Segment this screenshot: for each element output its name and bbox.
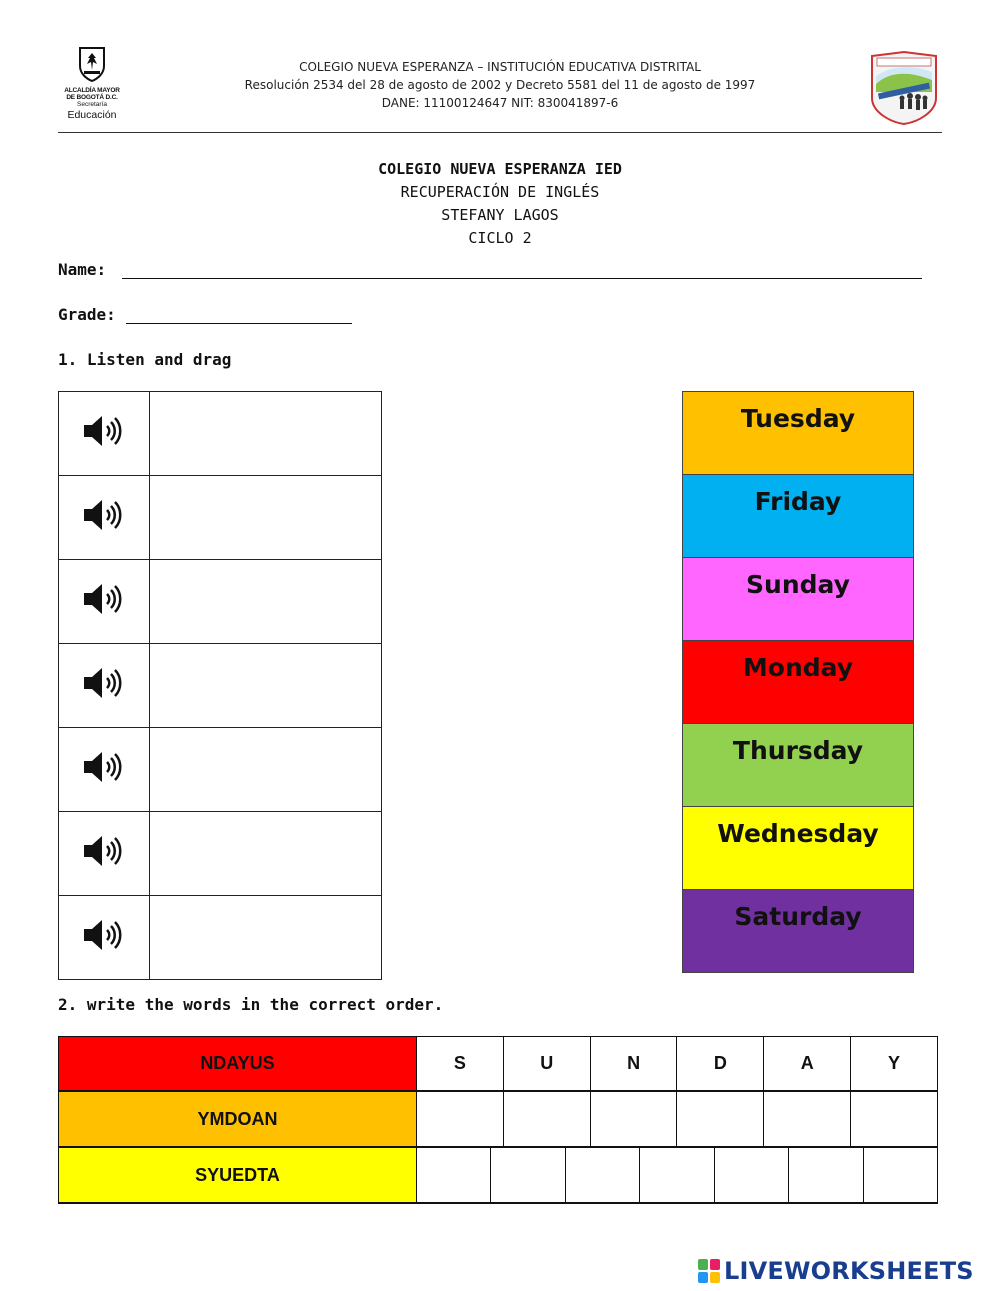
brand-icon-square [710,1259,720,1270]
header-divider [58,132,942,133]
speaker-icon [80,942,128,959]
day-card-saturday[interactable]: Saturday [682,889,914,973]
speaker-icon [80,690,128,707]
audio-row [59,392,382,476]
bogota-logo [56,46,128,126]
school-crest [868,50,940,126]
letter-box[interactable]: S [416,1037,503,1090]
brand-icon-square [698,1259,708,1270]
speaker-icon [80,606,128,623]
header-line3: DANE: 11100124647 NIT: 830041897-6 [381,96,619,110]
scrambled-word: NDAYUS [58,1037,416,1090]
drop-zone[interactable] [150,392,382,476]
brand-text: LIVEWORKSHEETS [724,1257,974,1285]
liveworksheets-icon [698,1259,720,1283]
letter-box[interactable]: D [676,1037,763,1090]
speaker-icon [80,438,128,455]
letter-box[interactable] [503,1092,590,1146]
order-row [58,1036,938,1092]
day-card-sunday[interactable]: Sunday [682,557,914,641]
school-crest-icon [868,50,940,126]
coat-of-arms-icon [77,46,107,82]
letter-box[interactable] [714,1148,788,1202]
header-line1: COLEGIO NUEVA ESPERANZA – INSTITUCIÓN EDUCATIVA DISTRITAL [299,60,701,74]
day-cards [682,391,914,973]
header-line2: Resolución 2534 del 28 de agosto de 2002 y Decreto 5581 del 11 de agosto de 1997 [244,78,756,92]
logo-left-line4: Educación [67,109,117,121]
letter-box[interactable] [416,1092,503,1146]
drop-zone[interactable] [150,644,382,728]
drop-zone[interactable] [150,728,382,812]
drop-zone[interactable] [150,560,382,644]
grade-label: Grade: [58,305,116,324]
letter-box[interactable] [676,1092,763,1146]
audio-row [59,896,382,980]
day-card-thursday[interactable]: Thursday [682,723,914,807]
letter-box[interactable] [639,1148,713,1202]
logo-left-line1: ALCALDÍA MAYOR [64,87,120,94]
speaker-button[interactable] [59,476,150,560]
speaker-icon [80,858,128,875]
word-order-table [58,1036,938,1204]
drop-zone[interactable] [150,812,382,896]
audio-row [59,728,382,812]
section2-title: 2. write the words in the correct order. [58,995,444,1014]
section1-title: 1. Listen and drag [58,350,232,369]
scrambled-word: YMDOAN [58,1092,416,1146]
school-header [200,58,800,112]
speaker-icon [80,522,128,539]
speaker-button[interactable] [59,896,150,980]
letter-box[interactable] [565,1148,639,1202]
letter-box[interactable] [763,1092,850,1146]
name-label: Name: [58,260,107,279]
worksheet-titles [250,158,750,250]
speaker-button[interactable] [59,728,150,812]
letter-box[interactable] [788,1148,862,1202]
order-row [58,1092,938,1148]
grade-field[interactable] [126,305,352,324]
logo-left-line3: Secretaría [77,101,107,108]
letter-box[interactable]: N [590,1037,677,1090]
title-cycle: CICLO 2 [468,229,532,247]
day-card-wednesday[interactable]: Wednesday [682,806,914,890]
audio-row [59,644,382,728]
audio-row [59,812,382,896]
speaker-button[interactable] [59,644,150,728]
brand-icon-square [698,1272,708,1283]
letter-box[interactable]: A [763,1037,850,1090]
letter-box[interactable]: U [503,1037,590,1090]
speaker-button[interactable] [59,560,150,644]
letter-box[interactable] [590,1092,677,1146]
day-card-monday[interactable]: Monday [682,640,914,724]
title-subject: RECUPERACIÓN DE INGLÉS [400,183,600,201]
letter-box[interactable] [490,1148,564,1202]
title-school: COLEGIO NUEVA ESPERANZA IED [378,160,622,178]
speaker-icon [80,774,128,791]
brand-icon-square [710,1272,720,1283]
order-row [58,1148,938,1204]
audio-row [59,560,382,644]
name-field[interactable] [122,260,922,279]
drop-zone[interactable] [150,476,382,560]
day-card-tuesday[interactable]: Tuesday [682,391,914,475]
audio-row [59,476,382,560]
speaker-button[interactable] [59,392,150,476]
day-card-friday[interactable]: Friday [682,474,914,558]
letter-box[interactable] [416,1148,490,1202]
listen-table [58,391,382,980]
title-teacher: STEFANY LAGOS [441,206,559,224]
letter-box[interactable] [863,1148,938,1202]
letter-box[interactable] [850,1092,938,1146]
drop-zone[interactable] [150,896,382,980]
speaker-button[interactable] [59,812,150,896]
letter-box[interactable]: Y [850,1037,938,1090]
logo-left-line2: DE BOGOTÁ D.C. [66,94,118,101]
scrambled-word: SYUEDTA [58,1148,416,1202]
liveworksheets-brand [698,1257,974,1285]
